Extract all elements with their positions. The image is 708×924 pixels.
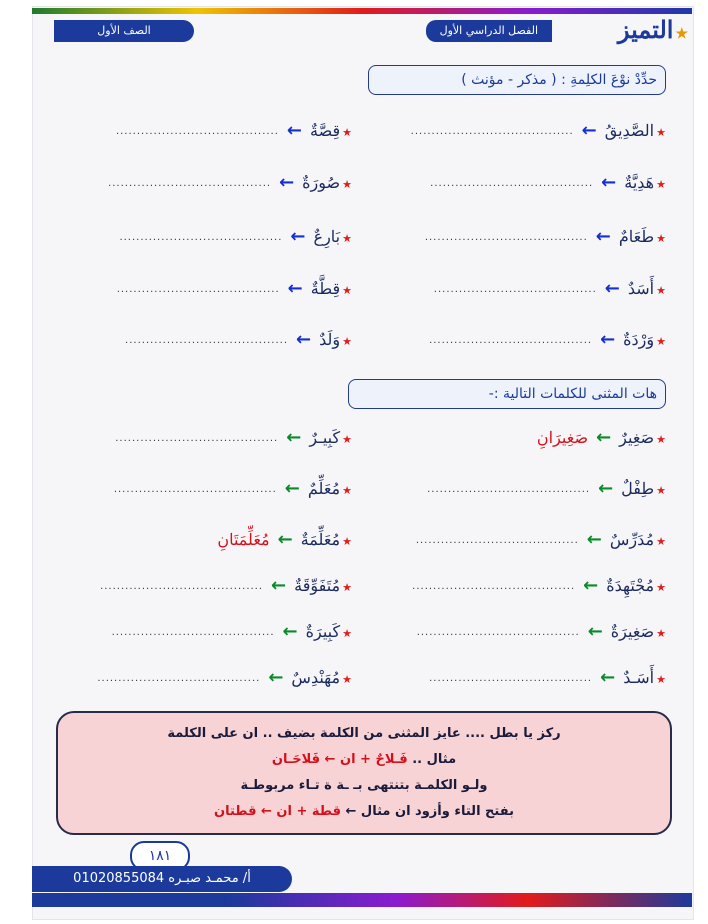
- arrow-left-icon: ←: [287, 278, 303, 299]
- item-word: أَسَدٌ: [627, 279, 655, 298]
- answer-blank: .......................................: [424, 232, 588, 243]
- term-label: الفصل الدراسي الأول: [426, 20, 552, 42]
- item-word: صَغِيرَةٌ: [610, 622, 655, 641]
- bullet-star-icon: ★: [342, 126, 352, 139]
- answer-blank: .......................................: [100, 581, 264, 592]
- answer-blank: .......................................: [430, 178, 594, 189]
- s2-left-row-4: [52, 622, 352, 646]
- answer-blank: .......................................: [113, 484, 277, 495]
- arrow-left-icon: ←: [268, 667, 284, 688]
- bullet-star-icon: ★: [656, 535, 666, 548]
- item-word: مُهَنْدِسٌ: [291, 668, 341, 687]
- answer-text: صَغِيرَانِ: [536, 428, 589, 447]
- tip-line-4: بفتح التاء وأزود ان مثال ← قطة + ان ← قطتان: [214, 804, 514, 819]
- arrow-left-icon: ←: [604, 278, 620, 299]
- s2-right-row-5: [366, 668, 666, 692]
- answer-blank: .......................................: [415, 535, 579, 546]
- item-word: هَدِيَّةٌ: [624, 173, 655, 192]
- item-word: وَلَدٌ: [319, 330, 341, 349]
- tip-line-1: ركز يا بطل .... عايز المثنى من الكلمة بضيف .. ان على الكلمة: [167, 726, 561, 741]
- arrow-left-icon: ←: [282, 621, 298, 642]
- s2-left-row-5: [52, 668, 352, 692]
- s2-left-row-3: [52, 576, 352, 600]
- bullet-star-icon: ★: [656, 673, 666, 686]
- bullet-star-icon: ★: [656, 126, 666, 139]
- bullet-star-icon: ★: [342, 581, 352, 594]
- item-word: بَارِعٌ: [313, 227, 341, 246]
- bullet-star-icon: ★: [342, 484, 352, 497]
- answer-blank: .......................................: [433, 284, 597, 295]
- arrow-left-icon: ←: [284, 478, 300, 499]
- arrow-left-icon: ←: [600, 667, 616, 688]
- brand-logo: ★التميز: [617, 15, 688, 44]
- item-word: كَبِيرَةٌ: [305, 622, 341, 641]
- answer-blank: .......................................: [119, 232, 283, 243]
- item-word: طَعَامٌ: [618, 227, 655, 246]
- bullet-star-icon: ★: [342, 178, 352, 191]
- s2-right-row-2: [366, 530, 666, 554]
- arrow-left-icon: ←: [595, 226, 611, 247]
- arrow-left-icon: ←: [587, 621, 603, 642]
- arrow-left-icon: ←: [598, 478, 614, 499]
- author-footer: أ/ محمـد صبـره 01020855084: [32, 866, 292, 892]
- item-word: مُتَفَوِّقَةٌ: [294, 576, 341, 595]
- s1-right-row-2: [366, 227, 666, 251]
- answer-blank: .......................................: [115, 433, 279, 444]
- bullet-star-icon: ★: [656, 335, 666, 348]
- s1-left-row-0: [52, 121, 352, 145]
- answer-blank: .......................................: [412, 581, 576, 592]
- item-word: مُدَرِّسٌ: [609, 530, 655, 549]
- s1-right-row-3: [366, 279, 666, 303]
- tip-box: [56, 711, 672, 835]
- arrow-left-icon: ←: [600, 329, 616, 350]
- answer-blank: .......................................: [429, 673, 593, 684]
- answer-blank: .......................................: [410, 126, 574, 137]
- arrow-left-icon: ←: [279, 172, 295, 193]
- bullet-star-icon: ★: [342, 673, 352, 686]
- bottom-color-strip: [32, 893, 692, 907]
- arrow-left-icon: ←: [286, 427, 302, 448]
- arrow-left-icon: ←: [286, 120, 303, 141]
- item-word: الصَّدِيقُ: [604, 121, 655, 140]
- answer-blank: .......................................: [111, 627, 275, 638]
- item-word: مُجْتَهِدَةٌ: [606, 576, 655, 595]
- arrow-left-icon: ←: [583, 575, 599, 596]
- s2-right-row-3: [366, 576, 666, 600]
- item-word: صُورَةٌ: [302, 173, 341, 192]
- bullet-star-icon: ★: [656, 627, 666, 640]
- s1-left-row-1: [52, 173, 352, 197]
- s2-left-row-2: [52, 530, 352, 554]
- arrow-left-icon: ←: [581, 120, 597, 141]
- arrow-left-icon: ←: [277, 529, 293, 550]
- s1-right-row-1: [366, 173, 666, 197]
- answer-blank: .......................................: [97, 673, 261, 684]
- bullet-star-icon: ★: [342, 335, 352, 348]
- item-word: وَرْدَةٌ: [623, 330, 655, 349]
- bullet-star-icon: ★: [342, 535, 352, 548]
- answer-text: مُعَلِّمَتَانِ: [217, 530, 270, 549]
- arrow-left-icon: ←: [601, 172, 617, 193]
- item-word: قِطَّةٌ: [310, 279, 341, 298]
- answer-blank: .......................................: [429, 335, 593, 346]
- s1-left-row-2: [52, 227, 352, 251]
- arrow-left-icon: ←: [586, 529, 602, 550]
- item-word: صَغِيرٌ: [619, 428, 655, 447]
- grade-label: الصف الأول: [54, 20, 194, 42]
- s1-right-row-0: [366, 121, 666, 145]
- item-word: أَسَـدٌ: [623, 668, 655, 687]
- item-word: طِفْلٌ: [621, 479, 655, 498]
- tip-line-3: ولـو الكلمـة بتنتهى بـ ـة ة تـاء مربوطـة: [240, 778, 488, 793]
- bullet-star-icon: ★: [656, 433, 666, 446]
- answer-blank: .......................................: [115, 126, 279, 137]
- section1-title: حدِّدْ نوْعَ الكلِمةِ : ( مذكر - مؤنث ): [368, 65, 666, 95]
- top-banner: [32, 8, 692, 48]
- answer-blank: .......................................: [427, 484, 591, 495]
- arrow-left-icon: ←: [290, 226, 306, 247]
- logo-star-icon: ★: [675, 26, 688, 42]
- item-word: كَبِيـرٌ: [309, 428, 341, 447]
- section2-title: هات المثنى للكلمات التالية :-: [348, 379, 666, 409]
- s1-left-row-4: [52, 330, 352, 354]
- bullet-star-icon: ★: [656, 232, 666, 245]
- s1-right-row-4: [366, 330, 666, 354]
- arrow-left-icon: ←: [296, 329, 312, 350]
- answer-blank: .......................................: [416, 627, 580, 638]
- page-number: ١٨١: [130, 841, 190, 871]
- s2-left-row-1: [52, 479, 352, 503]
- answer-blank: .......................................: [125, 335, 289, 346]
- item-word: مُعَلِّمٌ: [307, 479, 341, 498]
- item-word: مُعَلِّمَةٌ: [300, 530, 341, 549]
- s2-left-row-0: [52, 428, 352, 452]
- tip-line-2: مثال .. فَـلاحٌ + ان ← فَلاحَـان: [271, 752, 457, 767]
- bullet-star-icon: ★: [342, 284, 352, 297]
- bullet-star-icon: ★: [342, 232, 352, 245]
- arrow-left-icon: ←: [596, 427, 612, 448]
- bullet-star-icon: ★: [342, 627, 352, 640]
- item-word: قِصَّةٌ: [310, 121, 341, 140]
- bullet-star-icon: ★: [656, 284, 666, 297]
- s2-right-row-1: [366, 479, 666, 503]
- bullet-star-icon: ★: [656, 178, 666, 191]
- bullet-star-icon: ★: [656, 581, 666, 594]
- s2-right-row-0: [366, 428, 666, 452]
- s2-right-row-4: [366, 622, 666, 646]
- arrow-left-icon: ←: [271, 575, 287, 596]
- bullet-star-icon: ★: [342, 433, 352, 446]
- s1-left-row-3: [52, 279, 352, 303]
- answer-blank: .......................................: [116, 284, 280, 295]
- bullet-star-icon: ★: [656, 484, 666, 497]
- answer-blank: .......................................: [108, 178, 272, 189]
